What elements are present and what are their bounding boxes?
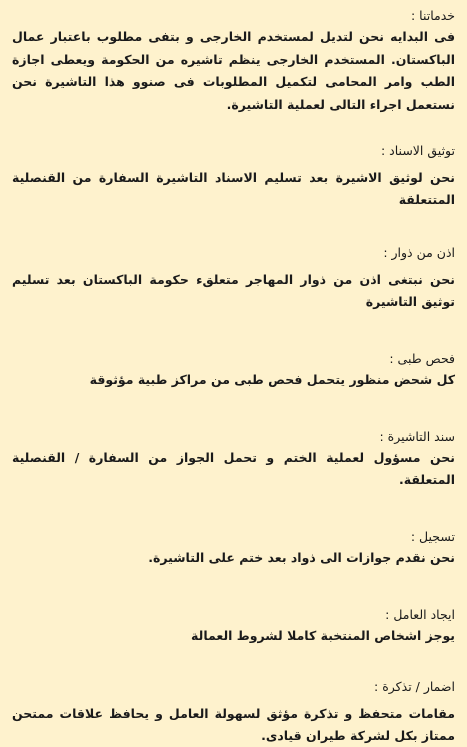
section-spacer <box>12 313 455 349</box>
section-heading: فحص طبى : <box>389 351 455 366</box>
section-body: نحن نبتغى اذن من ذوار المهاجر متعلقء حكومة الباكستان بعد تسليم توثيق التاشيرة <box>12 272 455 309</box>
section-visitor-permission <box>12 243 455 313</box>
section-document-attestation <box>12 141 455 211</box>
section-services <box>12 6 455 116</box>
section-spacer <box>12 116 455 141</box>
section-heading: اذن من ذوار : <box>383 245 455 260</box>
section-medical-exam <box>12 349 455 391</box>
section-body: نحن لوثيق الاشيرة بعد تسليم الاسناد التاشيرة السفارة من القنصلية المتتعلقة <box>12 170 455 207</box>
section-body: نحن نقدم جوازات الى ذواد بعد ختم على التاشيرة. <box>148 550 455 565</box>
section-body: كل شحض منظور يتحمل فحص طبى من مراكز طبية مؤثوقة <box>89 372 455 387</box>
section-visa-stamping <box>12 427 455 491</box>
section-registration <box>12 527 455 569</box>
section-heading: خدماتنا : <box>410 8 455 23</box>
section-body: مقامات متحفظ و تذكرة مؤثق لسهولة العامل و يحافظ علاقات ممتحن ممتاز بكل لشركة طيران قيادى. <box>12 706 455 743</box>
section-ticketing <box>12 677 455 747</box>
section-spacer <box>12 491 455 527</box>
section-spacer <box>12 569 455 605</box>
section-spacer <box>12 647 455 677</box>
section-spacer <box>12 391 455 427</box>
section-heading: ايجاد العامل : <box>385 607 455 622</box>
section-worker-recruitment <box>12 605 455 647</box>
section-spacer <box>12 211 455 243</box>
section-body: نحن مسؤول لعملية الختم و تحمل الجواز من السفارة / القنصلية المتعلقة. <box>12 450 455 487</box>
section-body: يوجز اشخاص المنتخبة كاملا لشروط العمالة <box>191 628 455 643</box>
section-heading: اضمار / تذكرة : <box>374 679 455 694</box>
section-heading: توثيق الاسناد : <box>381 143 455 158</box>
section-heading: سند التاشيرة : <box>379 429 455 444</box>
section-body: فى البدايه نحن لتديل لمستخدم الخارجى و بتفى مطلوب باعتبار عمال الباكستان. المستخدم الخارجى ينظم تاشيره من الحكومة ويعطى اجازة الطب وامر المحامى لتكميل المطلوبات فى صنوو هذا التاشيرة نحن نستعمل اجراء التالى لعملية التاشيرة. <box>12 29 455 112</box>
section-heading: تسجيل : <box>410 529 455 544</box>
